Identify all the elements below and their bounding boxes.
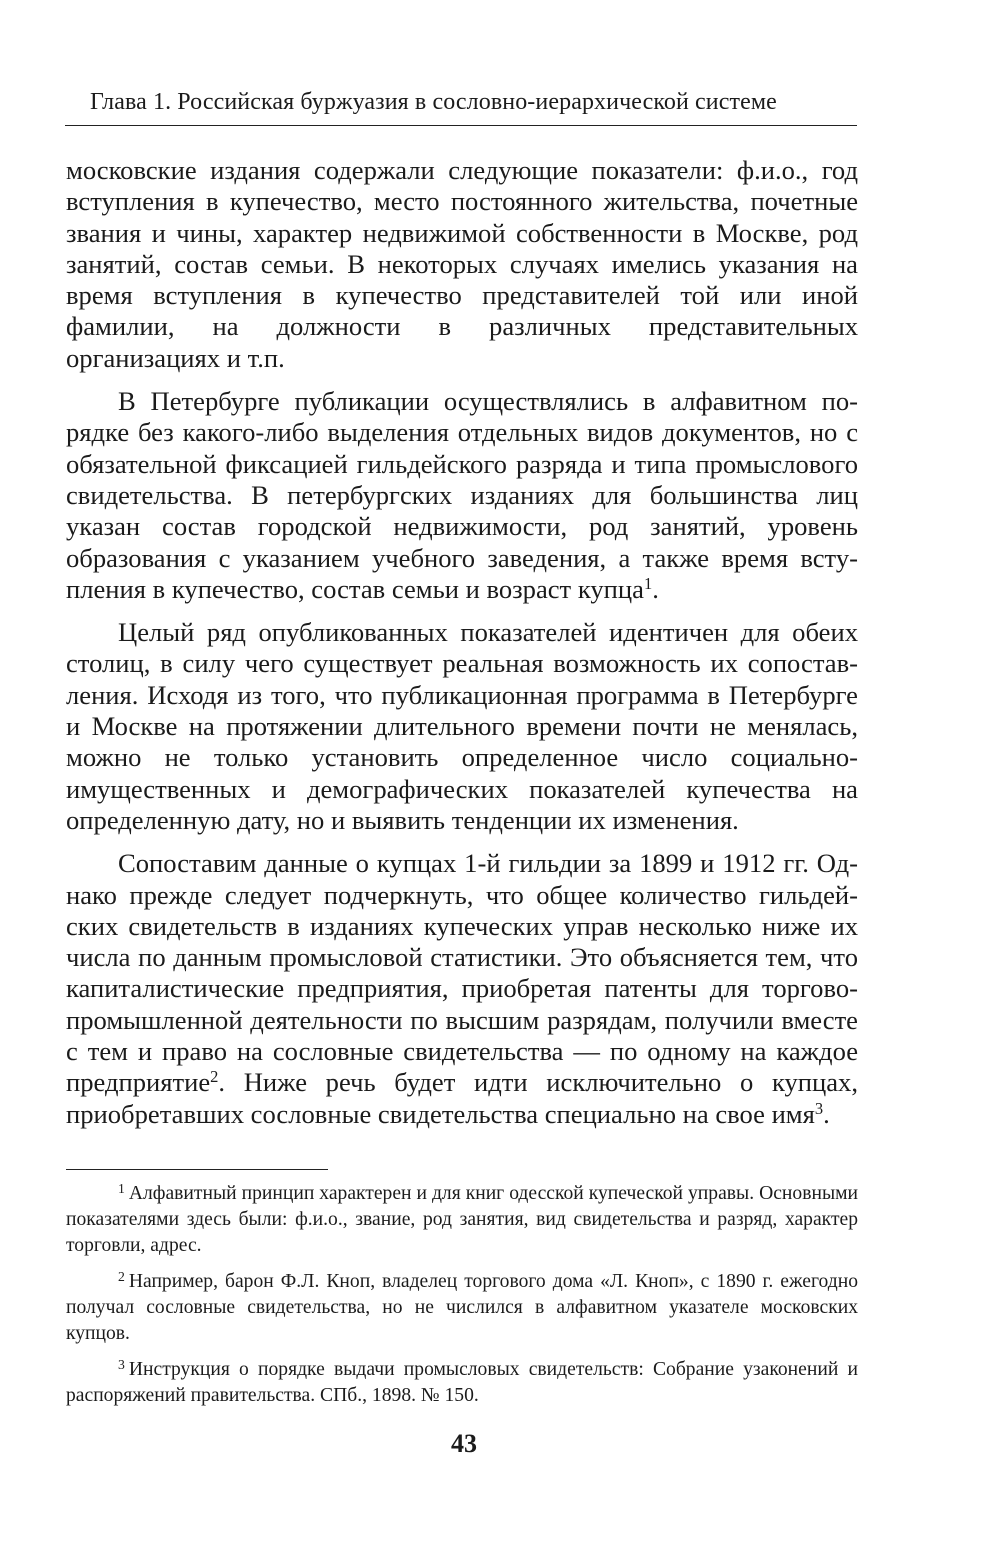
header-rule (65, 125, 857, 126)
footnote-separator (66, 1169, 328, 1170)
paragraph-2-text: В Петербурге публикации осуществлялись в алфавитном порядке без какого-либо выделения отдельных видов документов, но с обязательной фиксацией гильдейского разряда и типа промыслового свидетельства. В петербургских изданиях для большинства лиц указан состав городской недвижимости, род занятий, уровень образования с указанием учебного заведения, а также время вступления в купечество, состав семьи и возраст купца (66, 386, 858, 604)
running-header: Глава 1. Российская буржуазия в сословно-иерархической системе (90, 89, 777, 115)
paragraph-1-text: московские издания содержали следующие показатели: ф.и.о., год вступления в купечество, место постоянного жительства, почетные звания и чины, характер недвижимой собственности в Москве, род занятий, состав семьи. В некоторых случаях имелись указания на время вступления в купечество представителей той или иной фамилии, на должности в различных представительных организациях и т.п. (66, 155, 858, 373)
paragraph-2-end: . (652, 573, 659, 604)
footnote-1 (66, 1181, 858, 1259)
footnote-ref-3[interactable]: 3 (814, 1098, 824, 1118)
footnote-2-mark: 2 (118, 1268, 125, 1284)
paragraph-4-end: . (823, 1098, 830, 1129)
footnote-3-text: Инструкция о порядке выдачи промысловых свидетельств: Собрание узаконений и распоряжений правительства. СПб., 1898. № 150. (66, 1359, 858, 1406)
footnote-1-text: Алфавитный принцип характерен и для книг одесской купеческой управы. Основными показателями здесь были: ф.и.о., звание, род занятия, вид свидетельства и разряд, характер торговли, адрес. (66, 1183, 858, 1256)
footnote-3-mark: 3 (118, 1356, 125, 1372)
paragraph-3 (66, 617, 858, 836)
footnotes (66, 1181, 858, 1419)
paragraph-4-text-b: . Ниже речь будет идти исключительно о купцах, приобретавших сословные свидетельства специально на свое имя (66, 1067, 858, 1129)
paragraph-4 (66, 848, 858, 1130)
page-number: 43 (451, 1429, 477, 1458)
paragraph-3-text: Целый ряд опубликованных показателей идентичен для обеих столиц, в силу чего существует реальная возможность их сопоставления. Исходя из того, что публикационная программа в Петербурге и Москве на протяжении длительного времени почти не менялась, можно не только установить определенное число социально-имущественных и демографических показателей купечества на определенную дату, но и выявить тенденции их изменения. (66, 617, 858, 835)
paragraph-2 (66, 386, 858, 605)
footnote-2-text: Например, барон Ф.Л. Кноп, владелец торгового дома «Л. Кноп», с 1890 г. ежегодно получал сословные свидетельства, но не числился в алфавитном указателе московских купцов. (66, 1271, 858, 1344)
paragraph-1 (66, 155, 858, 374)
paragraph-4-text-a: Сопоставим данные о купцах 1-й гильдии за 1899 и 1912 гг. Однако прежде следует подчеркнуть, что общее количество гильдейских свидетельств в изданиях купеческих управ несколько ниже их числа по данным промысловой статистики. Это объясняется тем, что капиталистические предприятия, приобретая патенты для торгово-промышленной деятельности по высшим разрядам, получили вместе с тем и право на сословные свидетельства — по одному на каждое предприятие (66, 848, 858, 1098)
main-text (66, 155, 858, 1130)
footnote-1-mark: 1 (118, 1180, 125, 1196)
footnote-ref-1[interactable]: 1 (643, 573, 653, 593)
footnote-3 (66, 1357, 858, 1409)
footnote-2 (66, 1269, 858, 1347)
footnote-ref-2[interactable]: 2 (210, 1067, 219, 1087)
